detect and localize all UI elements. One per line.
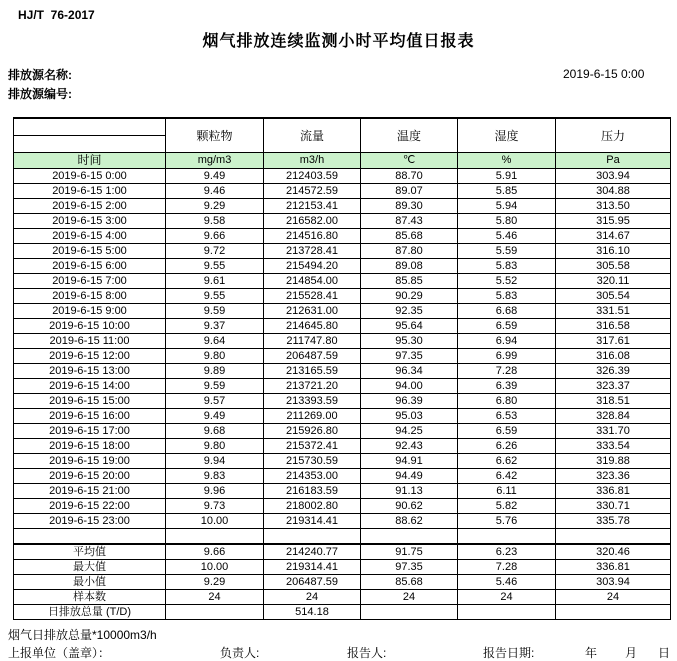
value-cell: 6.59 (458, 424, 556, 439)
value-cell: 212153.41 (264, 199, 361, 214)
row-label-cell: 2019-6-15 12:00 (14, 349, 166, 364)
value-cell: 6.39 (458, 379, 556, 394)
value-cell: 90.29 (361, 289, 458, 304)
value-cell: 9.80 (166, 439, 264, 454)
value-cell (458, 605, 556, 620)
summary-rows (14, 544, 671, 620)
value-cell: 320.11 (556, 274, 671, 289)
value-cell: 10.00 (166, 514, 264, 529)
column-header-particulate: 颗粒物 (166, 118, 264, 153)
table-row (14, 379, 671, 394)
value-cell: 87.43 (361, 214, 458, 229)
value-cell: 24 (264, 590, 361, 605)
row-label-cell: 样本数 (14, 590, 166, 605)
value-cell: 211269.00 (264, 409, 361, 424)
value-cell: 214572.59 (264, 184, 361, 199)
row-label-cell: 2019-6-15 17:00 (14, 424, 166, 439)
data-rows (14, 169, 671, 529)
value-cell: 336.81 (556, 560, 671, 575)
table-header (14, 118, 671, 169)
value-cell: 94.49 (361, 469, 458, 484)
row-label-cell: 最小值 (14, 575, 166, 590)
value-cell: 9.66 (166, 229, 264, 244)
value-cell: 326.39 (556, 364, 671, 379)
value-cell: 206487.59 (264, 349, 361, 364)
value-cell: 96.39 (361, 394, 458, 409)
row-label-cell: 2019-6-15 6:00 (14, 259, 166, 274)
value-cell: 6.68 (458, 304, 556, 319)
value-cell: 24 (166, 590, 264, 605)
row-label-cell: 日排放总量 (T/D) (14, 605, 166, 620)
row-label-cell: 2019-6-15 18:00 (14, 439, 166, 454)
empty-header-cell (14, 118, 166, 136)
value-cell: 94.25 (361, 424, 458, 439)
reporter-label: 报告人: (347, 646, 387, 660)
table-row (14, 484, 671, 499)
row-label-cell: 2019-6-15 2:00 (14, 199, 166, 214)
value-cell: 89.30 (361, 199, 458, 214)
total-emission-note: 烟气日排放总量*10000m3/h (8, 628, 157, 642)
value-cell: 215494.20 (264, 259, 361, 274)
table-row (14, 229, 671, 244)
value-cell: 323.37 (556, 379, 671, 394)
table-row (14, 364, 671, 379)
row-label-cell: 2019-6-15 15:00 (14, 394, 166, 409)
table-row (14, 169, 671, 184)
row-label-cell: 2019-6-15 7:00 (14, 274, 166, 289)
value-cell: 211747.80 (264, 334, 361, 349)
value-cell: 316.58 (556, 319, 671, 334)
value-cell: 213165.59 (264, 364, 361, 379)
value-cell: 94.91 (361, 454, 458, 469)
value-cell: 5.83 (458, 289, 556, 304)
value-cell: 316.10 (556, 244, 671, 259)
month-label: 月 (625, 646, 638, 660)
empty-header-cell (14, 136, 166, 153)
row-label-cell: 2019-6-15 14:00 (14, 379, 166, 394)
value-cell: 333.54 (556, 439, 671, 454)
value-cell: 216582.00 (264, 214, 361, 229)
table-row (14, 259, 671, 274)
value-cell: 95.03 (361, 409, 458, 424)
summary-row (14, 575, 671, 590)
value-cell: 214353.00 (264, 469, 361, 484)
time-column-header: 时间 (14, 153, 166, 169)
column-header-flow: 流量 (264, 118, 361, 153)
value-cell: 24 (458, 590, 556, 605)
table-row (14, 469, 671, 484)
value-cell: 216183.59 (264, 484, 361, 499)
value-cell (361, 605, 458, 620)
value-cell: 5.46 (458, 229, 556, 244)
row-label-cell: 2019-6-15 3:00 (14, 214, 166, 229)
value-cell: 9.29 (166, 575, 264, 590)
value-cell: 514.18 (264, 605, 361, 620)
value-cell: 9.49 (166, 169, 264, 184)
value-cell: 90.62 (361, 499, 458, 514)
row-label-cell: 2019-6-15 5:00 (14, 244, 166, 259)
value-cell: 214240.77 (264, 544, 361, 560)
value-cell: 88.62 (361, 514, 458, 529)
value-cell: 97.35 (361, 349, 458, 364)
value-cell: 319.88 (556, 454, 671, 469)
row-label-cell: 2019-6-15 19:00 (14, 454, 166, 469)
value-cell: 95.64 (361, 319, 458, 334)
value-cell: 315.95 (556, 214, 671, 229)
value-cell: 213728.41 (264, 244, 361, 259)
table-row (14, 334, 671, 349)
table-row (14, 199, 671, 214)
value-cell: 5.46 (458, 575, 556, 590)
table-row (14, 454, 671, 469)
summary-row (14, 605, 671, 620)
value-cell: 6.11 (458, 484, 556, 499)
value-cell: 9.72 (166, 244, 264, 259)
value-cell: 218002.80 (264, 499, 361, 514)
table-row (14, 349, 671, 364)
value-cell: 219314.41 (264, 560, 361, 575)
value-cell: 305.58 (556, 259, 671, 274)
value-cell: 5.52 (458, 274, 556, 289)
value-cell: 6.80 (458, 394, 556, 409)
value-cell: 9.61 (166, 274, 264, 289)
value-cell: 9.59 (166, 379, 264, 394)
table-row (14, 514, 671, 529)
value-cell: 328.84 (556, 409, 671, 424)
value-cell: 316.08 (556, 349, 671, 364)
row-label-cell: 2019-6-15 9:00 (14, 304, 166, 319)
value-cell: 6.26 (458, 439, 556, 454)
value-cell: 9.64 (166, 334, 264, 349)
value-cell: 303.94 (556, 575, 671, 590)
value-cell: 313.50 (556, 199, 671, 214)
value-cell: 5.91 (458, 169, 556, 184)
summary-row (14, 560, 671, 575)
hourly-average-table (13, 117, 671, 620)
value-cell: 91.13 (361, 484, 458, 499)
table-row (14, 424, 671, 439)
value-cell: 212631.00 (264, 304, 361, 319)
value-cell: 9.66 (166, 544, 264, 560)
value-cell: 9.37 (166, 319, 264, 334)
value-cell: 336.81 (556, 484, 671, 499)
row-label-cell: 2019-6-15 13:00 (14, 364, 166, 379)
summary-row (14, 590, 671, 605)
value-cell: 9.58 (166, 214, 264, 229)
value-cell: 317.61 (556, 334, 671, 349)
unit-mg-m3: mg/m3 (166, 153, 264, 169)
value-cell: 213721.20 (264, 379, 361, 394)
table-row (14, 319, 671, 334)
value-cell: 6.23 (458, 544, 556, 560)
value-cell: 9.73 (166, 499, 264, 514)
row-label-cell: 2019-6-15 11:00 (14, 334, 166, 349)
row-label-cell: 最大值 (14, 560, 166, 575)
page-title: 烟气排放连续监测小时平均值日报表 (202, 33, 475, 50)
value-cell: 215730.59 (264, 454, 361, 469)
source-name-label: 排放源名称: (8, 68, 72, 82)
row-label-cell: 2019-6-15 8:00 (14, 289, 166, 304)
value-cell: 305.54 (556, 289, 671, 304)
table-row (14, 499, 671, 514)
unit-celsius: ℃ (361, 153, 458, 169)
value-cell: 89.08 (361, 259, 458, 274)
value-cell: 214516.80 (264, 229, 361, 244)
value-cell (166, 605, 264, 620)
value-cell: 9.59 (166, 304, 264, 319)
value-cell: 24 (361, 590, 458, 605)
value-cell: 5.94 (458, 199, 556, 214)
value-cell: 5.82 (458, 499, 556, 514)
value-cell: 9.46 (166, 184, 264, 199)
value-cell: 5.83 (458, 259, 556, 274)
standard-code: HJ/T 76-2017 (18, 8, 95, 22)
value-cell: 91.75 (361, 544, 458, 560)
value-cell: 85.68 (361, 575, 458, 590)
value-cell: 9.55 (166, 259, 264, 274)
table-row (14, 274, 671, 289)
value-cell: 7.28 (458, 560, 556, 575)
separator-section (14, 529, 671, 545)
value-cell: 94.00 (361, 379, 458, 394)
row-label-cell: 2019-6-15 0:00 (14, 169, 166, 184)
value-cell: 213393.59 (264, 394, 361, 409)
row-label-cell: 2019-6-15 1:00 (14, 184, 166, 199)
value-cell: 6.59 (458, 319, 556, 334)
unit-m3-h: m3/h (264, 153, 361, 169)
value-cell: 89.07 (361, 184, 458, 199)
value-cell: 330.71 (556, 499, 671, 514)
value-cell: 10.00 (166, 560, 264, 575)
value-cell: 92.43 (361, 439, 458, 454)
value-cell: 304.88 (556, 184, 671, 199)
value-cell: 335.78 (556, 514, 671, 529)
row-label-cell: 2019-6-15 10:00 (14, 319, 166, 334)
value-cell: 6.62 (458, 454, 556, 469)
value-cell: 87.80 (361, 244, 458, 259)
summary-row (14, 544, 671, 560)
table-row (14, 184, 671, 199)
value-cell: 206487.59 (264, 575, 361, 590)
value-cell: 331.70 (556, 424, 671, 439)
row-label-cell: 2019-6-15 16:00 (14, 409, 166, 424)
source-code-label: 排放源编号: (8, 87, 72, 101)
value-cell: 6.94 (458, 334, 556, 349)
value-cell: 85.68 (361, 229, 458, 244)
value-cell: 314.67 (556, 229, 671, 244)
column-header-temperature: 温度 (361, 118, 458, 153)
responsible-person-label: 负责人: (220, 646, 260, 660)
blank-separator-row (14, 529, 671, 545)
value-cell: 9.68 (166, 424, 264, 439)
day-label: 日 (658, 646, 671, 660)
table-row (14, 409, 671, 424)
column-header-humidity: 湿度 (458, 118, 556, 153)
value-cell: 5.80 (458, 214, 556, 229)
row-label-cell: 2019-6-15 4:00 (14, 229, 166, 244)
value-cell: 5.85 (458, 184, 556, 199)
value-cell: 215926.80 (264, 424, 361, 439)
unit-percent: % (458, 153, 556, 169)
report-date-label: 报告日期: (483, 646, 535, 660)
value-cell: 88.70 (361, 169, 458, 184)
report-datetime: 2019-6-15 0:00 (563, 67, 645, 81)
value-cell: 212403.59 (264, 169, 361, 184)
row-label-cell: 2019-6-15 21:00 (14, 484, 166, 499)
value-cell (556, 605, 671, 620)
value-cell: 5.76 (458, 514, 556, 529)
row-label-cell: 平均值 (14, 544, 166, 560)
value-cell: 6.99 (458, 349, 556, 364)
value-cell: 303.94 (556, 169, 671, 184)
value-cell: 215372.41 (264, 439, 361, 454)
value-cell: 85.85 (361, 274, 458, 289)
value-cell: 219314.41 (264, 514, 361, 529)
value-cell: 9.83 (166, 469, 264, 484)
value-cell: 6.53 (458, 409, 556, 424)
unit-header-row (14, 153, 671, 169)
value-cell: 318.51 (556, 394, 671, 409)
value-cell: 96.34 (361, 364, 458, 379)
row-label-cell: 2019-6-15 22:00 (14, 499, 166, 514)
value-cell: 9.49 (166, 409, 264, 424)
value-cell: 320.46 (556, 544, 671, 560)
value-cell: 92.35 (361, 304, 458, 319)
value-cell: 9.96 (166, 484, 264, 499)
report-unit-label: 上报单位（盖章）： (8, 646, 111, 660)
value-cell: 9.94 (166, 454, 264, 469)
value-cell: 9.29 (166, 199, 264, 214)
value-cell: 9.80 (166, 349, 264, 364)
table-row (14, 289, 671, 304)
table-row (14, 394, 671, 409)
value-cell: 215528.41 (264, 289, 361, 304)
table-row (14, 214, 671, 229)
pollutant-header-row (14, 118, 671, 136)
table-row (14, 244, 671, 259)
value-cell: 6.42 (458, 469, 556, 484)
value-cell: 5.59 (458, 244, 556, 259)
value-cell: 9.89 (166, 364, 264, 379)
value-cell: 9.55 (166, 289, 264, 304)
table-row (14, 304, 671, 319)
table-row (14, 439, 671, 454)
value-cell: 95.30 (361, 334, 458, 349)
value-cell: 214854.00 (264, 274, 361, 289)
unit-pa: Pa (556, 153, 671, 169)
value-cell: 24 (556, 590, 671, 605)
year-label: 年 (585, 646, 598, 660)
value-cell: 9.57 (166, 394, 264, 409)
column-header-pressure: 压力 (556, 118, 671, 153)
value-cell: 7.28 (458, 364, 556, 379)
value-cell: 331.51 (556, 304, 671, 319)
row-label-cell: 2019-6-15 23:00 (14, 514, 166, 529)
value-cell: 97.35 (361, 560, 458, 575)
value-cell: 214645.80 (264, 319, 361, 334)
row-label-cell: 2019-6-15 20:00 (14, 469, 166, 484)
value-cell: 323.36 (556, 469, 671, 484)
